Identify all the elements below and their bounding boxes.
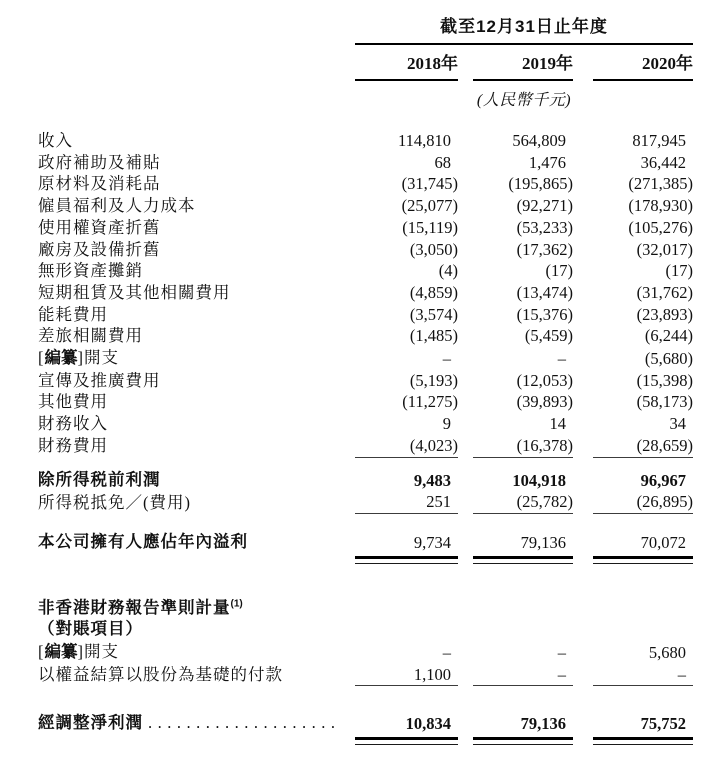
row-label: 短期租賃及其他相關費用 bbox=[38, 282, 231, 302]
value-2018: (25,077) bbox=[401, 196, 458, 216]
value-2018: (3,050) bbox=[409, 239, 458, 259]
value-2020: 817,945 bbox=[632, 131, 687, 150]
value-2019: – bbox=[473, 664, 573, 686]
double-rule bbox=[593, 556, 693, 564]
table-row bbox=[38, 44, 693, 80]
table-row bbox=[38, 304, 693, 326]
table-row bbox=[38, 152, 693, 174]
value-2020: (5,680) bbox=[644, 349, 694, 369]
value-2019: 79,136 bbox=[520, 714, 566, 734]
value-2018: (4,859) bbox=[409, 282, 458, 302]
value-2019: 1,476 bbox=[528, 152, 566, 172]
double-rule bbox=[473, 737, 573, 745]
row-label: 使用權資產折舊 bbox=[38, 217, 161, 237]
table-row bbox=[38, 173, 693, 195]
value-2020: 75,752 bbox=[640, 714, 687, 734]
row-label: 其他費用 bbox=[38, 392, 108, 412]
double-rule bbox=[473, 556, 573, 564]
table-row bbox=[38, 435, 693, 457]
table-row bbox=[38, 282, 693, 304]
double-rule bbox=[593, 737, 693, 745]
value-2018: (4) bbox=[438, 261, 458, 281]
value-2018: (3,574) bbox=[409, 304, 458, 324]
value-2020: – bbox=[593, 664, 693, 686]
value-2020: 34 bbox=[669, 414, 687, 434]
value-2018: 1,100 bbox=[355, 664, 458, 686]
value-2019: (92,271) bbox=[516, 196, 573, 216]
unit-note: (人民幣千元) bbox=[476, 92, 572, 110]
table-row bbox=[38, 370, 693, 392]
value-2020: (58,173) bbox=[636, 392, 694, 412]
row-label: 所得税抵免／(費用) bbox=[38, 492, 191, 512]
value-2018: 251 bbox=[355, 491, 458, 513]
value-2019: – bbox=[557, 643, 566, 663]
table-row bbox=[38, 641, 693, 664]
value-2020: (15,398) bbox=[636, 370, 694, 390]
row-label: 財務費用 bbox=[38, 436, 108, 456]
total-rule-row bbox=[38, 735, 693, 745]
value-2019: (13,474) bbox=[516, 282, 573, 302]
value-2019: – bbox=[557, 349, 566, 369]
value-2020: (178,930) bbox=[628, 196, 694, 216]
value-2020: (28,659) bbox=[593, 435, 693, 457]
value-2018: 9,734 bbox=[413, 532, 451, 552]
double-rule bbox=[355, 556, 458, 564]
total-rule-row bbox=[38, 554, 693, 564]
value-2019: (39,893) bbox=[516, 392, 573, 412]
dot-leader: .................... bbox=[148, 713, 341, 733]
value-2019: (195,865) bbox=[508, 174, 573, 194]
value-2020: 5,680 bbox=[648, 643, 687, 663]
value-2020: 70,072 bbox=[640, 532, 687, 552]
row-label: （對賬項目） bbox=[38, 620, 143, 639]
value-2020: (31,762) bbox=[636, 282, 694, 302]
table-row bbox=[38, 391, 693, 413]
year-header-2019: 2019年 bbox=[473, 44, 573, 80]
table-row bbox=[38, 598, 693, 620]
value-2018: – bbox=[442, 349, 451, 369]
row-label: 本公司擁有人應佔年內溢利 bbox=[38, 532, 248, 551]
value-2019: (25,782) bbox=[473, 491, 573, 513]
row-label: 差旅相關費用 bbox=[38, 326, 143, 346]
value-2018: (4,023) bbox=[355, 435, 458, 457]
value-2019: 564,809 bbox=[512, 131, 566, 150]
row-label: 除所得税前利潤 bbox=[38, 470, 161, 489]
row-label: 收入 bbox=[38, 131, 73, 150]
value-2020: (105,276) bbox=[628, 217, 694, 237]
redacted-tag: 編纂 bbox=[44, 643, 78, 662]
value-2020: (32,017) bbox=[636, 239, 694, 259]
double-rule bbox=[355, 737, 458, 745]
table-row bbox=[38, 195, 693, 217]
row-label-adjusted-net-profit: 經調整淨利潤 .................... bbox=[38, 713, 341, 733]
row-label-redacted-expense: [編纂]開支 bbox=[38, 348, 119, 368]
table-row bbox=[38, 619, 693, 641]
table-row bbox=[38, 664, 693, 686]
value-2018: 68 bbox=[434, 152, 451, 172]
table-row bbox=[38, 712, 693, 735]
table-row bbox=[38, 217, 693, 239]
value-2020: 96,967 bbox=[640, 470, 687, 490]
table-row bbox=[38, 413, 693, 435]
value-2019: (53,233) bbox=[516, 217, 573, 237]
value-2019: (12,053) bbox=[516, 370, 573, 390]
value-2018: (1,485) bbox=[409, 326, 458, 346]
row-label: 僱員福利及人力成本 bbox=[38, 196, 196, 216]
value-2019: (15,376) bbox=[516, 304, 573, 324]
value-2018: (15,119) bbox=[402, 217, 458, 237]
value-2019: (17,362) bbox=[516, 239, 573, 259]
value-2019: (16,378) bbox=[473, 435, 573, 457]
value-2020: (23,893) bbox=[636, 304, 694, 324]
value-2020: (271,385) bbox=[628, 174, 694, 194]
year-header-2020: 2020年 bbox=[593, 44, 693, 80]
financial-summary-table bbox=[38, 6, 693, 745]
redacted-tag: 編纂 bbox=[44, 349, 78, 368]
table-row bbox=[38, 260, 693, 282]
value-2020: (17) bbox=[665, 261, 694, 281]
table-row bbox=[38, 347, 693, 370]
row-label: 無形資產攤銷 bbox=[38, 261, 143, 281]
row-label: 原材料及消耗品 bbox=[38, 174, 161, 194]
row-label: 財務收入 bbox=[38, 414, 108, 434]
value-2019: 79,136 bbox=[520, 532, 566, 552]
table-row bbox=[38, 470, 693, 492]
row-label-non-hkfrs: 非香港財務報告準則計量$^{(1)}$ bbox=[38, 598, 243, 617]
row-label: 宣傳及推廣費用 bbox=[38, 370, 161, 390]
value-2018: 9,483 bbox=[413, 470, 451, 490]
value-2018: 114,810 bbox=[397, 131, 451, 150]
value-2020: (6,244) bbox=[644, 326, 694, 346]
table-row bbox=[38, 130, 693, 152]
value-2019: 104,918 bbox=[512, 470, 566, 490]
value-2018: (5,193) bbox=[409, 370, 458, 390]
column-gap bbox=[573, 44, 593, 80]
value-2019: (17) bbox=[545, 261, 573, 281]
footnote-superscript: (1) bbox=[230, 598, 243, 610]
period-header: 截至12月31日止年度 bbox=[355, 6, 693, 44]
value-2020: 36,442 bbox=[640, 152, 687, 172]
value-2019: 14 bbox=[549, 414, 566, 434]
table-row bbox=[38, 532, 693, 554]
row-label: 廠房及設備折舊 bbox=[38, 239, 161, 259]
row-label-redacted-expense: [編纂]開支 bbox=[38, 642, 119, 662]
value-2018: – bbox=[442, 643, 451, 663]
column-gap bbox=[458, 44, 473, 80]
row-label: 政府補助及補貼 bbox=[38, 152, 161, 172]
row-label: 能耗費用 bbox=[38, 304, 108, 324]
value-2018: 10,834 bbox=[405, 714, 451, 734]
table-row bbox=[38, 239, 693, 261]
table-row bbox=[38, 325, 693, 347]
value-2018: (31,745) bbox=[401, 174, 458, 194]
value-2018: (11,275) bbox=[402, 392, 458, 412]
table-row bbox=[38, 80, 693, 112]
value-2018: 9 bbox=[442, 414, 451, 434]
table-row bbox=[38, 491, 693, 513]
value-2019: (5,459) bbox=[524, 326, 573, 346]
row-label: 以權益結算以股份為基礎的付款 bbox=[38, 665, 283, 685]
table-row bbox=[38, 6, 693, 44]
value-2020: (26,895) bbox=[593, 491, 693, 513]
year-header-2018: 2018年 bbox=[355, 44, 458, 80]
